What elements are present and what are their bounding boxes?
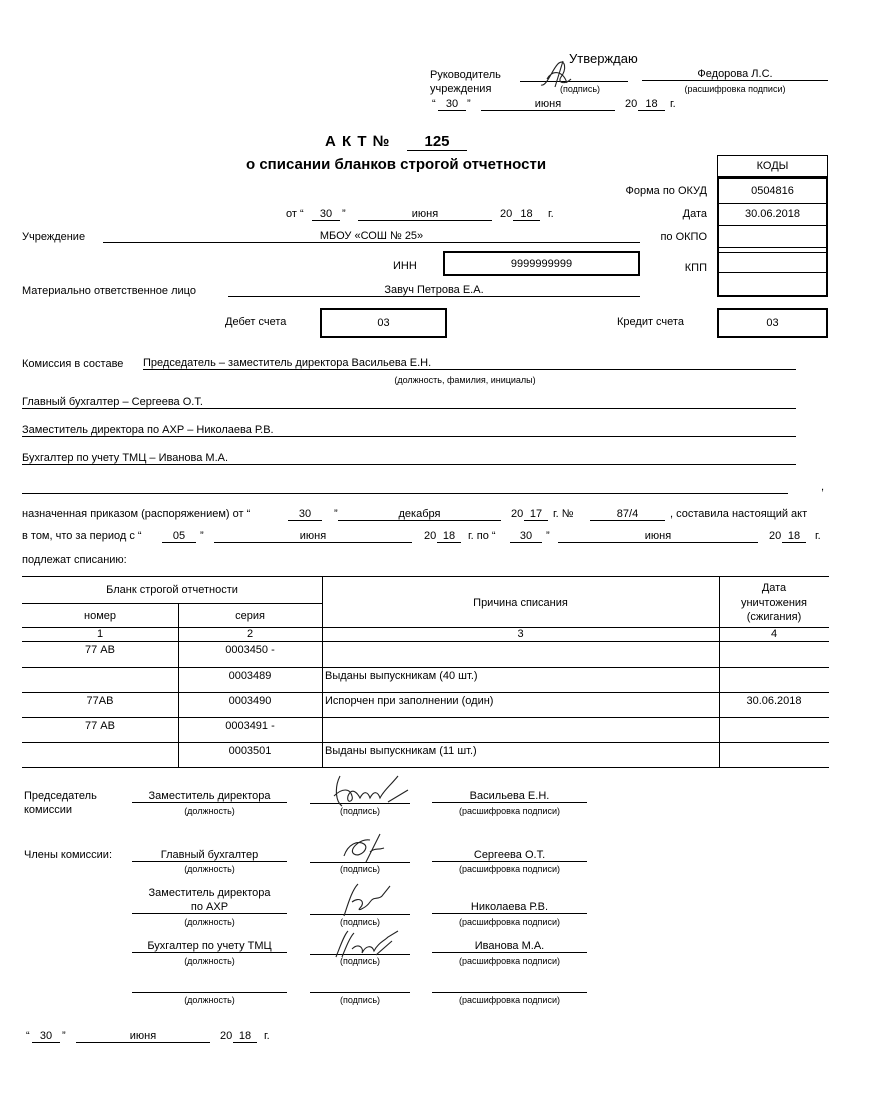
act-date-month: июня (358, 208, 492, 221)
sig-name: Николаева Р.В. (432, 901, 587, 914)
table-row-number: 77АВ (86, 695, 114, 707)
table-row-number: 77 АВ (85, 644, 115, 656)
table-row-reason: Выданы выпускникам (40 шт.) (325, 670, 478, 682)
commission-member-2: Заместитель директора по АХР – Николаева Р.В. (22, 424, 796, 437)
sig-name: Васильева Е.Н. (432, 790, 587, 803)
approve-day: 30 (438, 98, 466, 111)
table-header-group: Бланк строгой отчетности (106, 584, 238, 596)
act-subtitle: о списании бланков строгой отчетности (246, 156, 547, 173)
period-to-day: 30 (510, 530, 542, 543)
credit-label: Кредит счета (617, 316, 684, 328)
sign-caption: (подпись) (339, 995, 381, 1005)
order-year: 17 (524, 508, 548, 521)
col-num-3: 3 (517, 628, 524, 640)
approve-title: Утверждаю (569, 51, 638, 66)
col-num-1: 1 (96, 628, 104, 640)
footer-date-day: 30 (32, 1030, 60, 1043)
period-to-year-prefix: 20 (769, 530, 782, 542)
sign-caption: (подпись) (339, 806, 381, 816)
footer-year-prefix: 20 (220, 1030, 233, 1042)
table-row-series: 0003450 - (225, 644, 275, 656)
chair-label: Председатель (24, 790, 97, 802)
pos-caption: (должность) (184, 995, 235, 1005)
table-row-reason: Выданы выпускникам (11 шт.) (325, 745, 477, 757)
tmc-accountant-signature (332, 927, 402, 961)
inn-label: ИНН (393, 260, 417, 272)
responsible-value: Завуч Петрова Е.А. (228, 284, 640, 297)
pos-caption: (должность) (184, 864, 235, 874)
commission-empty-line (22, 493, 788, 494)
footer-date-month: июня (76, 1030, 210, 1043)
credit-value: 03 (717, 308, 828, 338)
commission-caption: (должность, фамилия, инициалы) (394, 375, 536, 385)
period-to-close: ” (546, 530, 550, 542)
approve-year-prefix: 20 (625, 98, 638, 110)
write-off-label: подлежат списанию: (22, 554, 127, 566)
sig-position: Главный бухгалтер (132, 849, 287, 862)
name-caption: (расшифровка подписи) (459, 956, 560, 966)
col-number: номер (84, 610, 116, 622)
sig-position: Бухгалтер по учету ТМЦ (132, 940, 287, 953)
col-num-4: 4 (770, 628, 778, 640)
approve-year-end: г. (670, 98, 676, 110)
pos-caption: (должность) (184, 956, 235, 966)
act-date-year: 18 (513, 208, 540, 221)
inn-value: 9999999999 (443, 251, 640, 276)
accountant-signature (340, 830, 390, 866)
footer-date-open: “ (26, 1030, 30, 1042)
table-row-number: 77 АВ (85, 720, 115, 732)
okud-value: 0504816 (751, 185, 794, 197)
col-num-2: 2 (246, 628, 254, 640)
head-label-2: учреждения (430, 83, 492, 95)
name-caption: (расшифровка подписи) (459, 864, 560, 874)
okpo-label: по ОКПО (660, 231, 707, 243)
table-row-series: 0003490 (228, 695, 272, 707)
act-date-close: ” (342, 208, 346, 220)
act-label: А К Т № (325, 133, 391, 150)
chair-signature (328, 772, 413, 814)
members-label: Члены комиссии: (24, 849, 113, 861)
order-month: декабря (338, 508, 501, 521)
order-year-prefix: 20 (511, 508, 524, 520)
commission-chair: Председатель – заместитель директора Васильева Е.Н. (143, 357, 796, 370)
institution-value: МБОУ «СОШ № 25» (103, 230, 640, 243)
commission-label: Комиссия в составе (22, 358, 124, 370)
okud-label: Форма по ОКУД (625, 185, 707, 197)
order-number: 87/4 (590, 508, 665, 521)
sig-position: Заместитель директора (132, 790, 287, 803)
col-date-3: (сжигания) (746, 611, 802, 623)
pos-caption: (должность) (184, 806, 235, 816)
period-from-day: 05 (162, 530, 196, 543)
act-number: 125 (407, 133, 467, 151)
date-label: Дата (682, 208, 707, 220)
deputy-signature (338, 880, 394, 920)
head-sign-caption: (подпись) (559, 84, 601, 94)
footer-date-close: ” (62, 1030, 66, 1042)
name-caption: (расшифровка подписи) (459, 806, 560, 816)
footer-year-end: г. (264, 1030, 270, 1042)
period-from-month: июня (214, 530, 412, 543)
period-year-prefix: 20 (424, 530, 437, 542)
order-no-label: г. № (553, 508, 574, 520)
period-from-year: 18 (437, 530, 461, 543)
institution-label: Учреждение (22, 231, 86, 243)
order-close: ” (334, 508, 338, 520)
order-text: назначенная приказом (распоряжением) от “ (22, 508, 251, 520)
document-page: Утверждаю Руководитель учреждения (подпись) Федорова Л.С. (расшифровка подписи) “ 30 ” июня 20 18 г. А К Т № 125 о списании бланков строгой отчетности КОДЫ 0504816 30.06.2018 Форма по ОКУД Дата по ОКПО КПП от “ 30 ” июня 20 18 г. Учреждение МБОУ «СОШ № 25» ИНН 9999999999 Материально ответственное лицо Завуч Петрова Е.А. Дебет счета 03 Кредит счета 03 Комиссия в составе Председатель – заместитель директора Васильева Е.Н. (должность, фамилия, инициалы) Главный бухгалтер – Сергеева О.Т. Заместитель директора по АХР – Николаева Р.В. Бухгалтер по учету ТМЦ – Иванова М.А. , назначенная приказом (распоряжением) от “ 30 ” декабря 20 17 г. № 87/4 , составила настоящий акт в том, что за период с “ 05 ” июня 20 18 г. по “ 30 ” июня 20 18 г. подлежат списанию: Бланк строгой отчетности номер серия Причина списания Дата уничтожения (сжигания) 1 2 3 4 77 АВ 0003450 - 0003489 Выданы выпускникам (40 шт.) 77АВ 0003490 Испорчен при заполнении (один) 30.06.2018 77 АВ 0003491 - 0003501 Выданы выпускникам (11 шт.) Председатель комиссии Члены комиссии: Заместитель директора (должность) (подпись) Васильева Е.Н. (расшифровка подписи) Главный бухгалтер (должность) (подпись) Сергеева О.Т. (расшифровка подписи) Заместитель директора по АХР (должность) (подпись) Николаева Р.В. (расшифровка подписи) Бухгалтер по учету ТМЦ (должность) (подпись) Иванова М.А. (расшифровка подписи) (должность) (подпись) (расшифровка подписи) “ 30 ” июня 20 18 г. (0, 0, 872, 1110)
approve-year: 18 (638, 98, 665, 111)
period-close: ” (200, 530, 204, 542)
sig-name: Иванова М.А. (432, 940, 587, 953)
table-row-date: 30.06.2018 (746, 695, 802, 707)
responsible-label: Материально ответственное лицо (22, 285, 196, 297)
table-row-series: 0003501 (228, 745, 272, 757)
codes-title: КОДЫ (717, 155, 828, 177)
pos-caption: (должность) (184, 917, 235, 927)
col-date-2: уничтожения (740, 597, 807, 609)
sign-caption: (подпись) (339, 917, 381, 927)
act-date-year-prefix: 20 (500, 208, 513, 220)
footer-date-year: 18 (233, 1030, 257, 1043)
sign-caption: (подпись) (339, 956, 381, 966)
act-date-prefix: от “ (286, 208, 304, 220)
debit-label: Дебет счета (225, 316, 287, 328)
sig-position: Заместитель директора (148, 887, 271, 899)
sign-caption: (подпись) (339, 864, 381, 874)
approve-month: июня (481, 98, 615, 111)
date-value: 30.06.2018 (744, 208, 801, 220)
sig-position-2: по АХР (132, 901, 287, 914)
col-date-1: Дата (761, 582, 787, 594)
head-signature (537, 57, 577, 93)
name-caption: (расшифровка подписи) (459, 995, 560, 1005)
order-day: 30 (288, 508, 322, 521)
col-reason: Причина списания (473, 597, 568, 609)
table-row-reason: Испорчен при заполнении (один) (325, 695, 494, 707)
head-label: Руководитель (430, 69, 501, 81)
debit-value: 03 (320, 308, 447, 338)
period-to-year: 18 (782, 530, 806, 543)
table-row-series: 0003491 - (225, 720, 275, 732)
table-row-series: 0003489 (228, 670, 272, 682)
period-year-end: г. (815, 530, 821, 542)
head-name-caption: (расшифровка подписи) (684, 84, 786, 94)
act-date-year-end: г. (548, 208, 554, 220)
chair-label-2: комиссии (24, 804, 73, 816)
commission-comma: , (821, 481, 825, 493)
period-text: в том, что за период с “ (22, 530, 142, 542)
commission-member-1: Главный бухгалтер – Сергеева О.Т. (22, 396, 796, 409)
kpp-label: КПП (684, 262, 707, 274)
commission-member-3: Бухгалтер по учету ТМЦ – Иванова М.А. (22, 452, 796, 465)
period-to-month: июня (558, 530, 758, 543)
col-series: серия (235, 610, 265, 622)
act-date-day: 30 (312, 208, 340, 221)
name-caption: (расшифровка подписи) (459, 917, 560, 927)
period-to-text: г. по “ (468, 530, 496, 542)
sig-name: Сергеева О.Т. (432, 849, 587, 862)
order-text-2: , составила настоящий акт (670, 508, 808, 520)
head-name: Федорова Л.С. (642, 68, 828, 81)
